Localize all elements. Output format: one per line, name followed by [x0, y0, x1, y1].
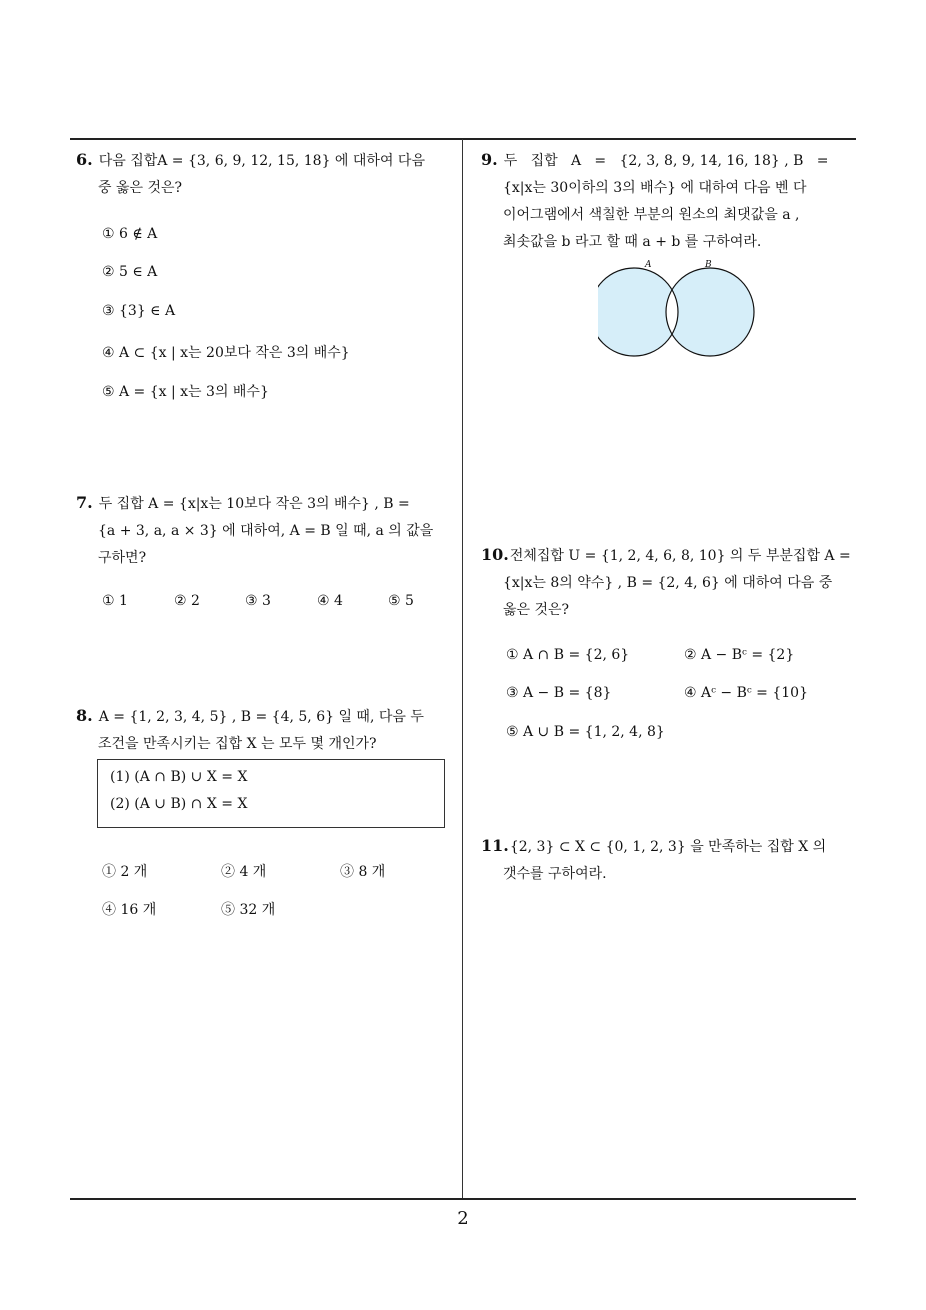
choice-4[interactable]: ④ 16 개: [102, 902, 157, 918]
page-number: 2: [457, 1208, 469, 1229]
question-text-line: {x|x는 8의 약수} , B = {2, 4, 6} 에 대하여 다음 중: [503, 575, 833, 591]
choice-2[interactable]: ② 2: [174, 593, 200, 609]
question-text-line: 갯수를 구하여라.: [503, 866, 607, 882]
choice-2[interactable]: ② A − Bᶜ = {2}: [684, 647, 795, 663]
choice-5[interactable]: ⑤ A = {x | x는 3의 배수}: [102, 384, 269, 400]
question-number: 11.: [481, 836, 509, 855]
question-text-line: 두 집합 A = {2, 3, 8, 9, 14, 16, 18} , B =: [503, 153, 829, 169]
choice-1[interactable]: ① 1: [102, 593, 128, 609]
bottom-rule: [70, 1198, 856, 1200]
choice-4[interactable]: ④ Aᶜ − Bᶜ = {10}: [684, 685, 808, 701]
choice-5[interactable]: ⑤ A ∪ B = {1, 2, 4, 8}: [506, 724, 665, 740]
choice-4[interactable]: ④ 4: [317, 593, 343, 609]
question-8: [76, 702, 460, 758]
question-text-line: {2, 3} ⊂ X ⊂ {0, 1, 2, 3} 을 만족하는 집합 X 의: [509, 839, 827, 855]
choice-5[interactable]: ⑤ 5: [388, 593, 414, 609]
top-rule: [70, 138, 856, 140]
question-text-line: 전체집합 U = {1, 2, 4, 6, 8, 10} 의 두 부분집합 A =: [509, 548, 851, 564]
question-number: 9.: [481, 150, 498, 169]
column-divider: [462, 139, 463, 1200]
question-text-line: 두 집합 A = {x|x는 10보다 작은 3의 배수} , B =: [98, 496, 410, 512]
choice-1[interactable]: ① 6 ∉ A: [102, 226, 158, 242]
question-text-line: A = {1, 2, 3, 4, 5} , B = {4, 5, 6} 일 때, 다음 두: [98, 709, 424, 725]
question-text-line: 최솟값을 b 라고 할 때 a + b 를 구하여라.: [503, 234, 762, 250]
condition-2: (2) (A ∪ B) ∩ X = X: [110, 796, 248, 812]
condition-1: (1) (A ∩ B) ∪ X = X: [110, 769, 248, 785]
choice-2[interactable]: ② 5 ∈ A: [102, 264, 158, 280]
question-11: [481, 832, 861, 888]
choice-5[interactable]: ⑤ 32 개: [221, 902, 276, 918]
choice-3[interactable]: ③ 8 개: [340, 864, 386, 880]
question-number: 10.: [481, 545, 509, 564]
condition-box: [97, 759, 445, 828]
venn-diagram: [598, 258, 758, 360]
choice-2[interactable]: ② 4 개: [221, 864, 267, 880]
question-10: [481, 541, 861, 624]
question-number: 8.: [76, 706, 93, 725]
choice-4[interactable]: ④ A ⊂ {x | x는 20보다 작은 3의 배수}: [102, 345, 350, 361]
question-text-line: {a + 3, a, a × 3} 에 대하여, A = B 일 때, a 의 값을: [98, 523, 434, 539]
choice-1[interactable]: ① A ∩ B = {2, 6}: [506, 647, 630, 663]
choice-3[interactable]: ③ {3} ∈ A: [102, 303, 176, 319]
question-7: [76, 489, 460, 572]
question-text-line: 조건을 만족시키는 집합 X 는 모두 몇 개인가?: [98, 736, 377, 752]
question-6: [76, 146, 460, 202]
choice-3[interactable]: ③ 3: [245, 593, 271, 609]
question-9: [481, 146, 861, 256]
set-a-label: A: [645, 260, 652, 270]
question-text-line: 구하면?: [98, 550, 147, 566]
question-text-line: 이어그램에서 색칠한 부분의 원소의 최댓값을 a ,: [503, 207, 800, 223]
question-number: 6.: [76, 150, 93, 169]
question-text-line: 중 옳은 것은?: [98, 180, 183, 196]
question-text-line: 다음 집합A = {3, 6, 9, 12, 15, 18} 에 대하여 다음: [98, 153, 425, 169]
question-text-line: {x|x는 30이하의 3의 배수} 에 대하여 다음 벤 다: [503, 180, 807, 196]
choice-3[interactable]: ③ A − B = {8}: [506, 685, 612, 701]
question-number: 7.: [76, 493, 93, 512]
choice-1[interactable]: ① 2 개: [102, 864, 148, 880]
question-text-line: 옳은 것은?: [503, 602, 570, 618]
set-b-label: B: [705, 260, 712, 270]
